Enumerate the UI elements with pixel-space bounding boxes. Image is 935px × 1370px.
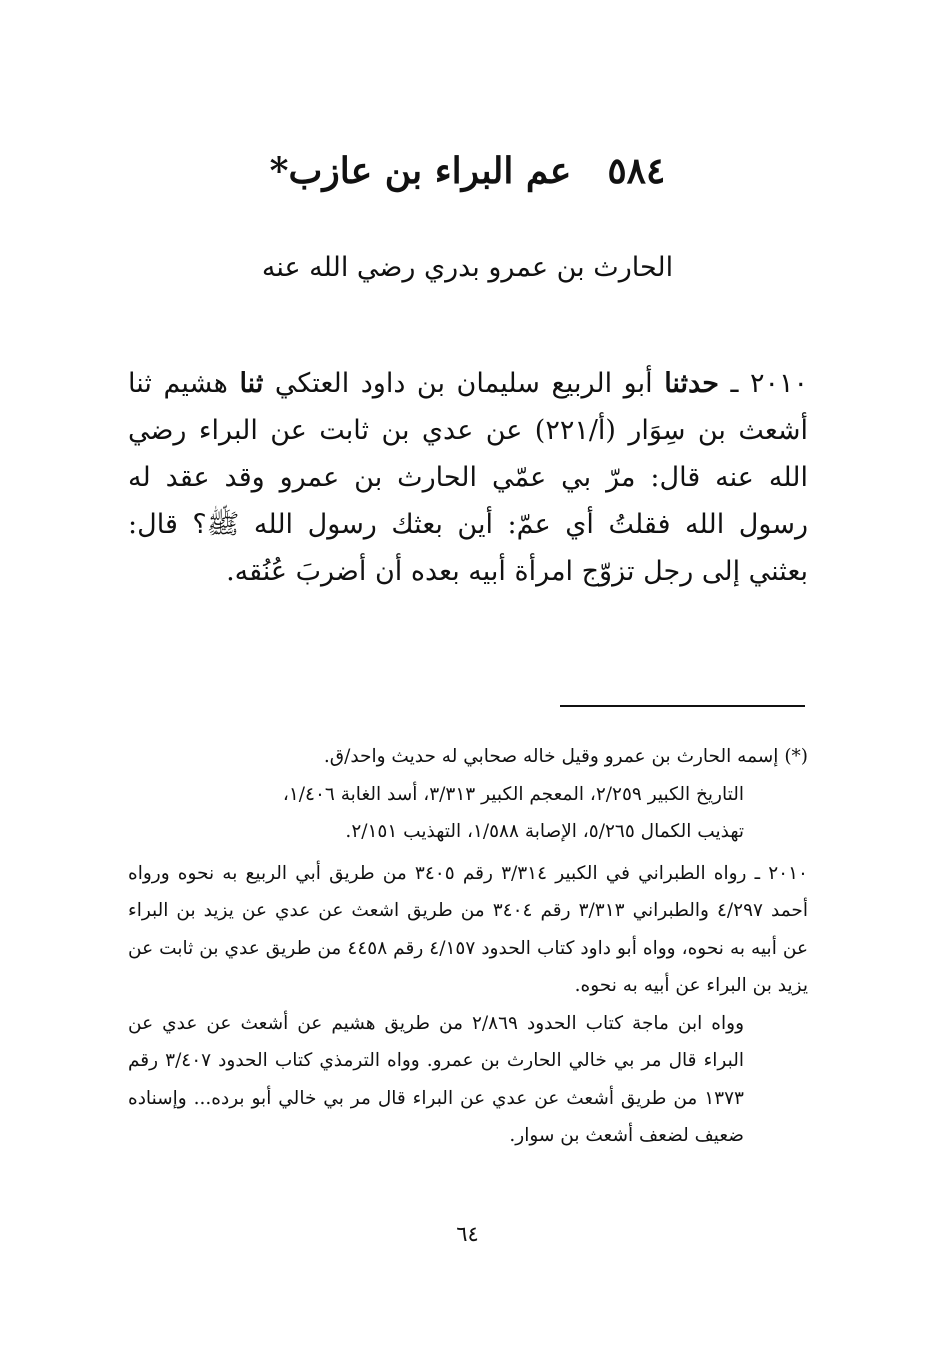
chapter-title — [0, 150, 935, 192]
hadith-number: ٢٠١٠ ـ — [730, 368, 808, 399]
chapter-subtitle: الحارث بن عمرو بدري رضي الله عنه — [261, 252, 674, 283]
footnote-2010-para1: ٢٠١٠ ـ رواه الطبراني في الكبير ٣/٣١٤ رقم ٣٤٠٥ من طريق أبي الربيع به نحوه ورواه أحمد ٤/٢٩٧ والطبراني ٣/٣١٣ رقم ٣٤٠٤ من طريق اشعث عن عدي عن يزيد بن البراء عن أبيه به نحوه، وواه أبو داود كتاب الحدود ٤/١٥٧ رقم ٤٤٥٨ من طريق عدي بن ثابت عن يزيد بن البراء عن أبيه به نحوه. — [128, 862, 809, 996]
chapter-number: ٥٨٤ — [607, 150, 666, 192]
footnotes — [128, 738, 808, 1155]
footnote-star-line3: تهذيب الكمال ٥/٢٦٥، الإصابة ١/٥٨٨، التهذيب ٢/١٥١. — [345, 821, 744, 842]
hadith-text-part1: أبو الربيع سليمان بن داود العتكي — [274, 368, 653, 399]
footnote-star-line2: التاريخ الكبير ٢/٢٥٩، المعجم الكبير ٣/٣١٣، أسد الغابة ١/٤٠٦، — [282, 783, 744, 805]
footnote-2010-para2: وواه ابن ماجة كتاب الحدود ٢/٨٦٩ من طريق هشيم عن أشعث عن عدي عن البراء قال مر بي خالي الحارث بن عمرو. وواه الترمذي كتاب الحدود ٣/٤٠٧ رقم ١٣٧٣ من طريق أشعث عن عدي عن البراء قال مر بي خالي أبو برده... وإسناده ضعيف لضعف أشعث بن سوار. — [128, 1012, 745, 1146]
hadith-text — [128, 360, 808, 595]
footnote-2010-marker: ٢٠١٠ ـ — [754, 862, 808, 884]
footnote-divider — [560, 705, 805, 707]
footnote-star-marker: (*) — [784, 746, 808, 767]
page-number: ٦٤ — [456, 1222, 479, 1246]
footnote-star-line1: (*) إسمه الحارث بن عمرو وقيل خاله صحابي له حديث واحد/ق. — [323, 746, 808, 767]
hadith-lead-word: حدثنا — [664, 368, 719, 399]
chapter-title-text: عم البراء بن عازب* — [269, 150, 572, 192]
hadith-text-part2: هشيم ثنا أشعث بن سِوَار (أ/٢٢١) عن عدي بن ثابت عن البراء رضي الله عنه قال: مرّ بي عمّي الحارث بن عمرو وقد عقد له رسول الله فقلتُ أي عمّ: أين بعثك رسول الله ﷺ؟ قال: بعثني إلى رجل تزوّج امرأة أبيه بعده أن أضربَ عُنُقه. — [128, 368, 808, 587]
hadith-bold-word: ثنا — [239, 368, 264, 399]
